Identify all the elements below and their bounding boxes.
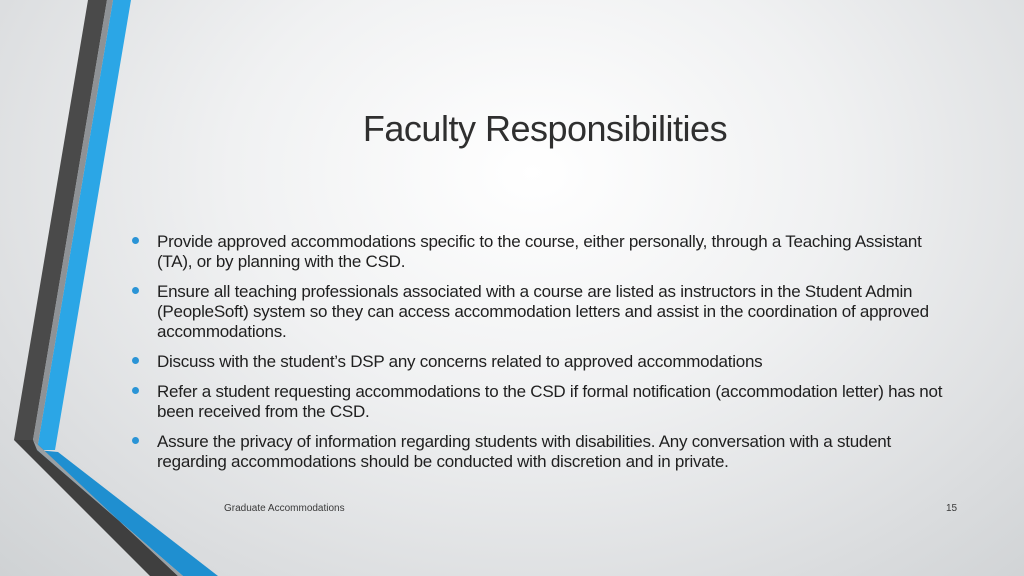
- bullet-list: [130, 232, 960, 482]
- bullet-dot-icon: [132, 437, 139, 444]
- bullet-item: [130, 352, 960, 372]
- bullet-text: Assure the privacy of information regarding students with disabilities. Any conversation with a student regarding accommodations should be conducted with discretion and in private.: [157, 432, 891, 471]
- bullet-text: Refer a student requesting accommodations to the CSD if formal notification (accommodation letter) has not been received from the CSD.: [157, 382, 943, 421]
- bullet-dot-icon: [132, 387, 139, 394]
- bullet-text: Provide approved accommodations specific to the course, either personally, through a Teaching Assistant (TA), or by planning with the CSD.: [157, 232, 922, 271]
- bullet-item: [130, 282, 960, 342]
- thin-gray-line: [33, 0, 113, 450]
- bullet-dot-icon: [132, 287, 139, 294]
- bullet-text: Discuss with the student’s DSP any concerns related to approved accommodations: [157, 352, 763, 371]
- bullet-dot-icon: [132, 237, 139, 244]
- bullet-item: [130, 382, 960, 422]
- page-number: 15: [946, 503, 958, 514]
- slide-title: Faculty Responsibilities: [362, 108, 728, 149]
- footer-label: Graduate Accommodations: [224, 503, 345, 514]
- bullet-item: [130, 232, 960, 272]
- bullet-dot-icon: [132, 357, 139, 364]
- bullet-text: Ensure all teaching professionals associated with a course are listed as instructors in the Student Admin (PeopleSoft) system so they can access accommodation letters and assist in the coordination of approved accommodations.: [157, 282, 929, 341]
- bullet-item: [130, 432, 960, 472]
